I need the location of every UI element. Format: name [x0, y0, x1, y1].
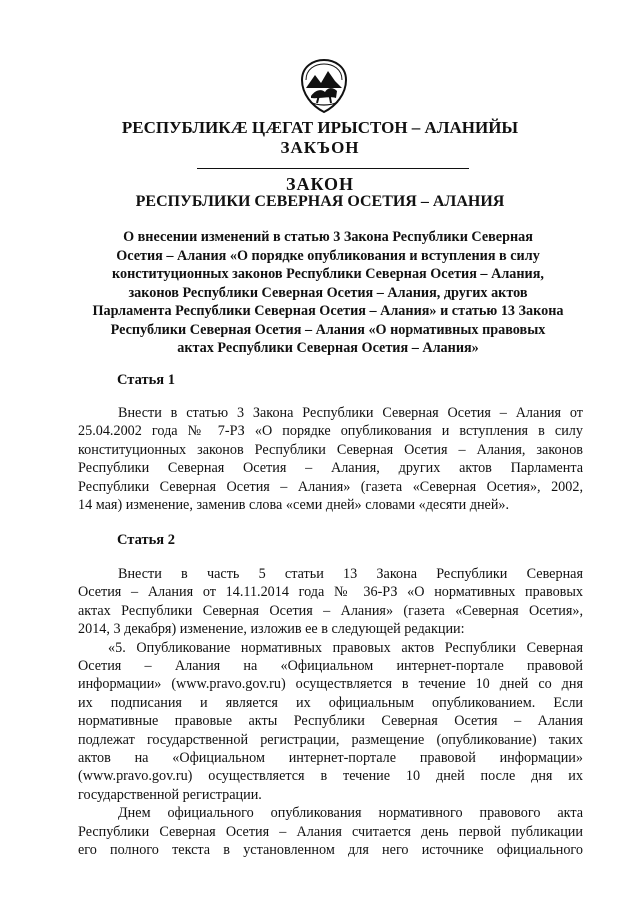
article2-line: государственной регистрации.	[78, 786, 262, 803]
law-title-line: конституционных законов Республики Северная Осетия – Алания,	[112, 266, 544, 282]
russian-republic-title: РЕСПУБЛИКИ СЕВЕРНАЯ ОСЕТИЯ – АЛАНИЯ	[135, 193, 505, 210]
article1-line: Республики Северная Осетия – Алания, других актов Парламента	[78, 460, 583, 477]
article2-line: Республики Северная Осетия – Алания считается день первой публикации	[78, 823, 583, 840]
article2-line: актах Республики Северная Осетия – Алания» (газета «Северная Осетия»,	[78, 602, 583, 619]
law-title-line: актах Республики Северная Осетия – Алания»	[177, 340, 479, 356]
article2-line: Днем официального опубликования нормативного правового акта	[118, 805, 583, 822]
ossetian-law-label: ЗАКЪОН	[280, 138, 360, 157]
russian-law-label: ЗАКОН	[285, 174, 355, 194]
law-title	[72, 228, 584, 358]
coat-of-arms-emblem-icon	[298, 58, 350, 114]
article2-line: актов на «Официальном интернет-портале правовой информации»	[78, 750, 583, 767]
article1-line: Внести в статью 3 Закона Республики Северная Осетия – Алания от	[118, 405, 583, 421]
article1-paragraph	[78, 404, 583, 514]
article1-line: 25.04.2002 года № 7-РЗ «О порядке опубликования и вступления в силу	[78, 423, 583, 440]
article2-line: (www.pravo.gov.ru) осуществляется в течение 10 дней после дня их	[78, 768, 583, 785]
article2-line: «5. Опубликование нормативных правовых актов Республики Северная	[108, 639, 583, 656]
article2-paragraph	[78, 565, 583, 860]
article2-line: нормативные правовые акты Республики Северная Осетия – Алания	[78, 713, 583, 730]
article2-line: Внести в часть 5 статьи 13 Закона Республики Северная	[118, 566, 583, 582]
article2-line: информации» (www.pravo.gov.ru) осуществляется в течение 10 дней со дня	[78, 676, 583, 693]
law-title-line: законов Республики Северная Осетия – Алания, других актов	[128, 284, 528, 301]
article2-line: 2014, 3 декабря) изменение, изложив ее в следующей редакции:	[78, 621, 465, 638]
article1-line: 14 мая) изменение, заменив слова «семи дней» словами «десяти дней».	[78, 497, 510, 514]
article2-line: Осетия – Алания от 14.11.2014 года № 36-РЗ «О нормативных правовых	[78, 584, 583, 601]
article1-line: конституционных законов Республики Северная Осетия – Алания, законов	[78, 441, 583, 458]
article2-line: их подписания и является их официальным опубликованием. Если	[78, 694, 583, 711]
law-title-line: Республики Северная Осетия – Алания «О нормативных правовых	[110, 321, 546, 338]
article2-line: Осетия – Алания на «Официальном интернет-портале правовой	[78, 658, 583, 675]
article1-line: Республики Северная Осетия – Алания» (газета «Северная Осетия», 2002,	[78, 478, 583, 495]
article1-heading: Статья 1	[117, 372, 175, 388]
law-title-line: О внесении изменений в статью 3 Закона Республики Северная	[123, 229, 533, 245]
law-title-line: Осетия – Алания «О порядке опубликования и вступления в силу	[116, 247, 540, 264]
article2-line: подлежат государственной регистрации, размещение (опубликование) таких	[78, 731, 583, 748]
header-divider	[197, 168, 469, 169]
article2-line: его полного текста в установленном для него источнике официального	[78, 842, 583, 859]
article2-heading: Статья 2	[117, 532, 175, 548]
law-title-line: Парламента Республики Северная Осетия – Алания» и статью 13 Закона	[92, 303, 564, 319]
ossetian-republic-title: РЕСПУБЛИКÆ ЦÆГАТ ИРЫСТОН – АЛАНИЙЫ	[121, 118, 519, 137]
